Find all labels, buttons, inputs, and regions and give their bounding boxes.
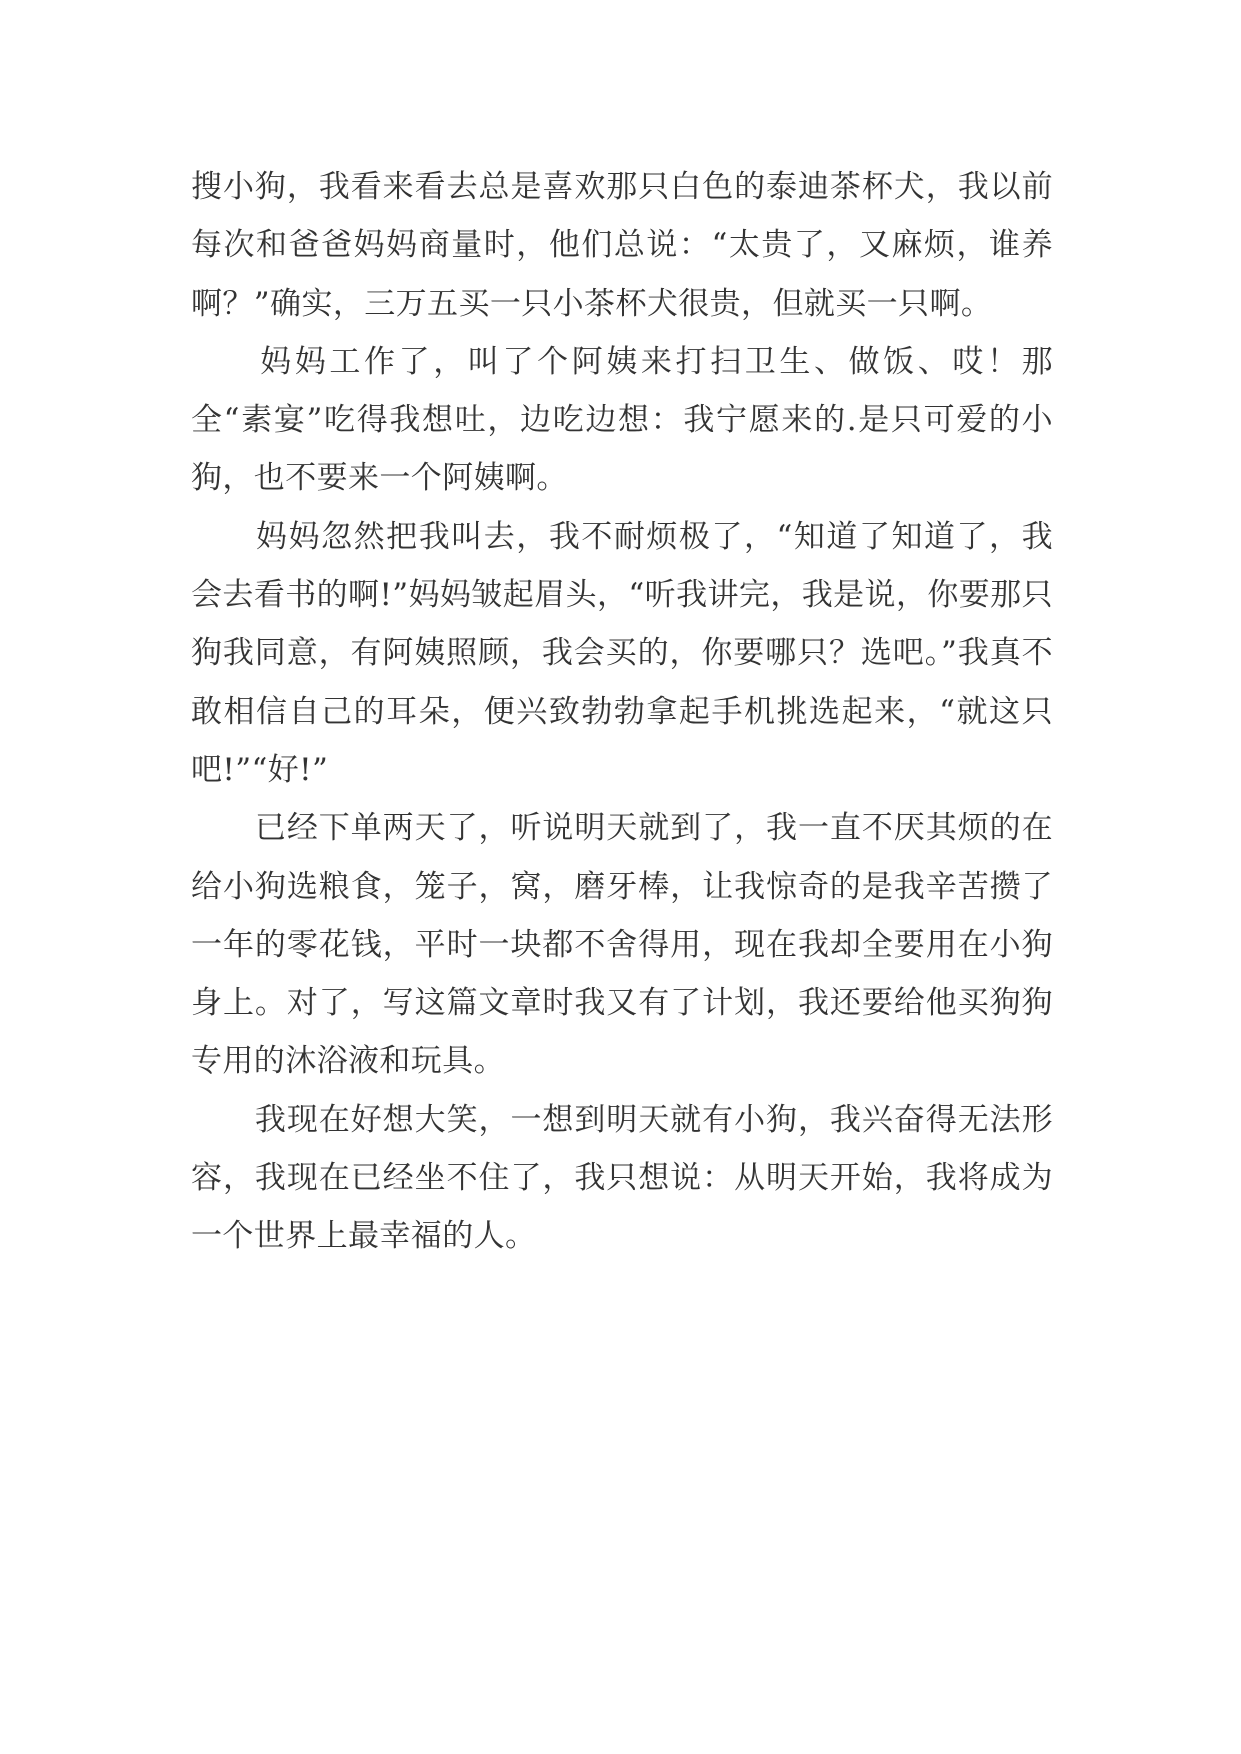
paragraph-5: 我现在好想大笑，一想到明天就有小狗，我兴奋得无法形容，我现在已经坐不住了，我只想说：从明天开始，我将成为一个世界上最幸福的人。	[191, 1101, 1053, 1255]
essay-body	[191, 158, 1053, 1266]
paragraph-3: 妈妈忽然把我叫去，我不耐烦极了，“知道了知道了，我会去看书的啊!”妈妈皱起眉头，“听我讲完，我是说，你要那只狗我同意，有阿姨照顾，我会买的，你要哪只？选吧。”我真不敢相信自己的耳朵，便兴致勃勃拿起手机挑选起来，“就这只吧!”“好!”	[191, 518, 1053, 788]
paragraph-4: 已经下单两天了，听说明天就到了，我一直不厌其烦的在给小狗选粮食，笼子，窝，磨牙棒，让我惊奇的是我辛苦攒了一年的零花钱，平时一块都不舍得用，现在我却全要用在小狗身上。对了，写这篇文章时我又有了计划，我还要给他买狗狗专用的沐浴液和玩具。	[191, 810, 1053, 1080]
paragraph-2: 妈妈工作了，叫了个阿姨来打扫卫生、做饭、哎！那全“素宴”吃得我想吐，边吃边想：我宁愿来的.是只可爱的小狗，也不要来一个阿姨啊。	[191, 343, 1053, 497]
paragraph-1: 搜小狗，我看来看去总是喜欢那只白色的泰迪茶杯犬，我以前每次和爸爸妈妈商量时，他们总说：“太贵了，又麻烦，谁养啊？”确实，三万五买一只小茶杯犬很贵，但就买一只啊。	[191, 169, 1053, 322]
